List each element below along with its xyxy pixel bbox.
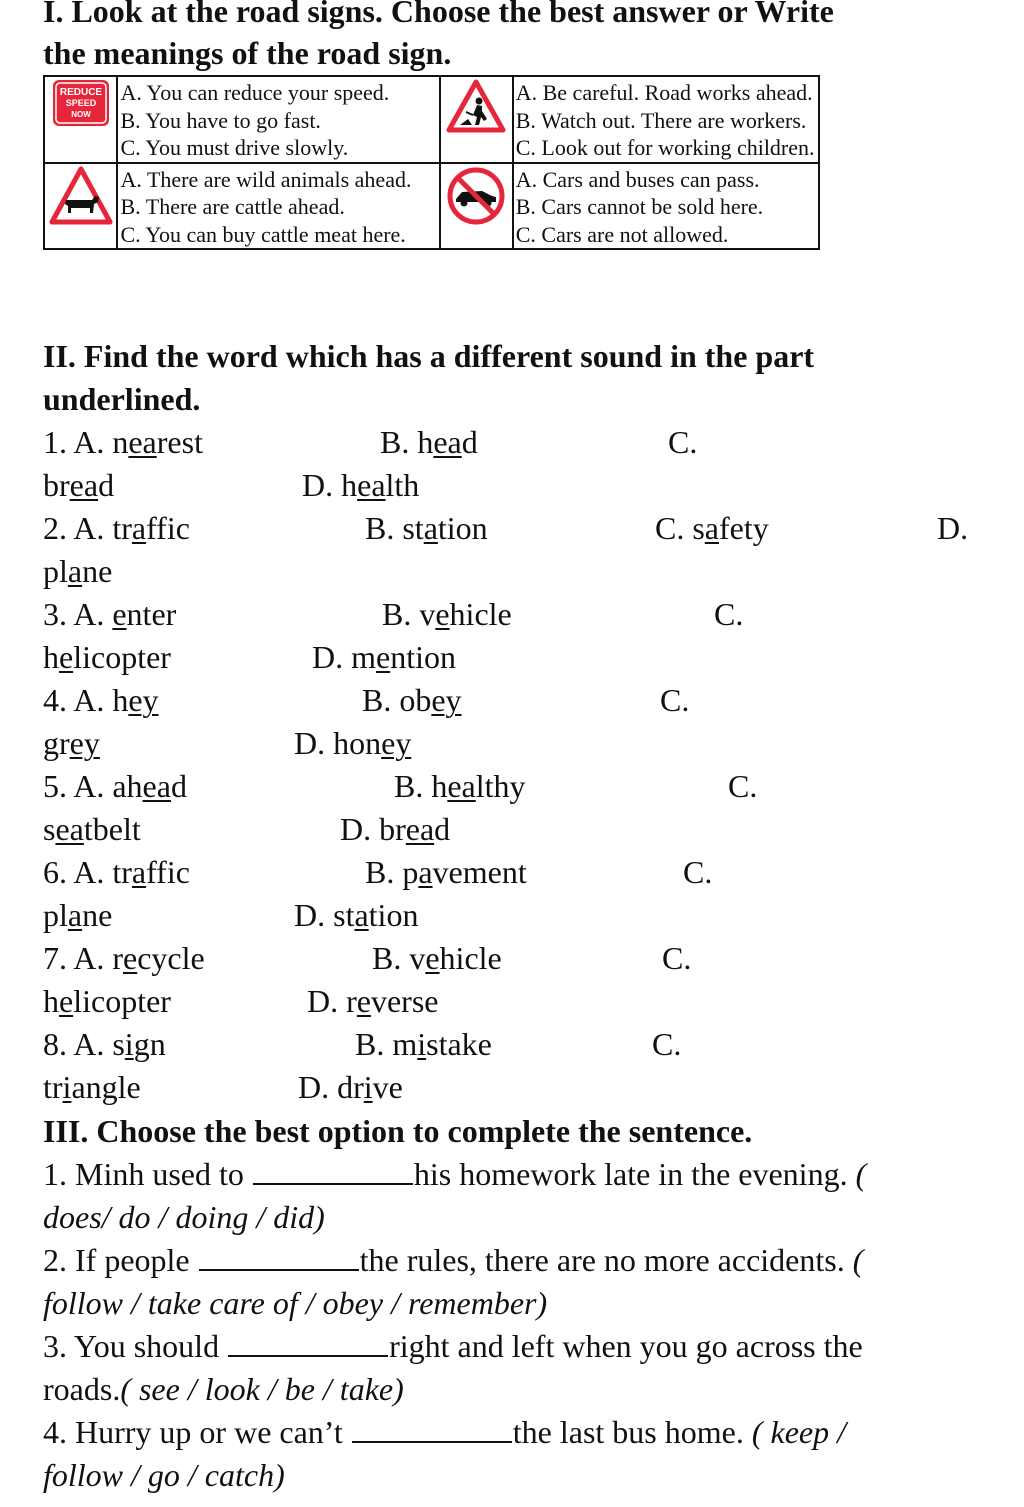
- q8-option-c-label: C.: [652, 1026, 682, 1062]
- q7-option-c: helicopter: [43, 983, 171, 1019]
- sign-text-now: NOW: [70, 110, 91, 119]
- sign-text-speed: SPEED: [65, 98, 96, 108]
- table-row: [44, 76, 819, 163]
- s3-item4-line2: follow / go / catch): [43, 1457, 285, 1493]
- option-c: C. You can buy cattle meat here.: [120, 221, 406, 247]
- s3-item4-line1: 4. Hurry up or we can’t the last bus home. ( keep /: [43, 1414, 846, 1450]
- q5-option-b: B. healthy: [394, 768, 526, 804]
- q4-option-a: 4. A. hey: [43, 682, 159, 718]
- q3-option-c-label: C.: [714, 596, 744, 632]
- q1-option-c: bread: [43, 467, 115, 503]
- answer-blank[interactable]: [228, 1331, 388, 1357]
- q2-option-a: 2. A. traffic: [43, 510, 190, 546]
- q6-option-a: 6. A. traffic: [43, 854, 190, 890]
- q6-option-c: plane: [43, 897, 113, 933]
- sign-cell: [440, 76, 513, 163]
- sign-cell: [44, 163, 117, 250]
- q3-option-b: B. vehicle: [382, 596, 512, 632]
- option-b: B. There are cattle ahead.: [120, 194, 345, 219]
- q1-option-d: D. health: [302, 467, 420, 503]
- q3-option-a: 3. A. enter: [43, 596, 177, 632]
- q7-option-c-label: C.: [662, 940, 692, 976]
- q6-option-b: B. pavement: [365, 854, 527, 890]
- option-b: B. Cars cannot be sold here.: [515, 194, 764, 219]
- q8-option-a: 8. A. sign: [43, 1026, 166, 1062]
- q5-option-a: 5. A. ahead: [43, 768, 187, 804]
- option-c: C. Cars are not allowed.: [515, 221, 729, 247]
- q7-option-d: D. reverse: [307, 983, 439, 1019]
- answer-blank[interactable]: [352, 1417, 512, 1443]
- option-b: B. You have to go fast.: [120, 107, 321, 133]
- q4-option-b: B. obey: [362, 682, 462, 718]
- option-c: C. You must drive slowly.: [120, 135, 349, 160]
- q3-option-d: D. mention: [312, 639, 456, 675]
- answer-blank[interactable]: [199, 1245, 359, 1271]
- sign-options: [117, 76, 439, 163]
- q5-option-c: seatbelt: [43, 811, 141, 847]
- s3-item3-line1: 3. You should right and left when you go across the: [43, 1328, 863, 1364]
- q1-option-c-label: C.: [668, 424, 698, 460]
- section2-title-line1: II. Find the word which has a different sound in the part: [43, 338, 815, 374]
- q2-option-c: C. safety: [655, 510, 769, 546]
- option-a: A. You can reduce your speed.: [120, 80, 390, 105]
- sign-options: [117, 163, 439, 250]
- option-c: C. Look out for working children.: [515, 135, 815, 160]
- q6-option-d: D. station: [294, 897, 419, 933]
- cattle-sign-icon: [49, 166, 113, 226]
- q3-option-c: helicopter: [43, 639, 171, 675]
- q5-option-d: D. bread: [340, 811, 451, 847]
- q6-option-c-label: C.: [683, 854, 713, 890]
- answer-blank[interactable]: [253, 1159, 413, 1185]
- q1-option-b: B. head: [380, 424, 478, 460]
- q8-option-b: B. mistake: [355, 1026, 492, 1062]
- sign-text-reduce: REDUCE: [59, 87, 102, 98]
- s3-item1-line2: does/ do / doing / did): [43, 1199, 325, 1235]
- s3-item2-line2: follow / take care of / obey / remember): [43, 1285, 548, 1321]
- option-a: A. Cars and buses can pass.: [515, 166, 760, 192]
- road-works-sign-icon: [446, 79, 506, 133]
- reduce-speed-sign-icon: [52, 79, 110, 127]
- section1-title-line2: the meanings of the road sign.: [43, 35, 452, 71]
- section1-title-line1: I. Look at the road signs. Choose the best answer or Write: [43, 0, 834, 29]
- q7-option-b: B. vehicle: [372, 940, 502, 976]
- q2-option-d-label: D.: [937, 510, 969, 546]
- table-row: [44, 163, 819, 250]
- option-a: A. Be careful. Road works ahead.: [515, 80, 813, 105]
- sign-cell: [44, 76, 117, 163]
- q4-option-c-label: C.: [660, 682, 690, 718]
- q5-option-c-label: C.: [728, 768, 758, 804]
- q1-option-a: 1. A. nearest: [43, 424, 203, 460]
- q2-option-b: B. station: [365, 510, 488, 546]
- q4-option-c: grey: [43, 725, 100, 761]
- q7-option-a: 7. A. recycle: [43, 940, 205, 976]
- q8-option-d: D. drive: [298, 1069, 403, 1105]
- road-sign-table: [43, 75, 820, 250]
- q4-option-d: D. honey: [294, 725, 412, 761]
- s3-item1-line1: 1. Minh used to his homework late in the evening. (: [43, 1156, 867, 1192]
- option-b: B. Watch out. There are workers.: [515, 107, 807, 133]
- section3-title: III. Choose the best option to complete the sentence.: [43, 1113, 753, 1149]
- s3-item2-line1: 2. If people the rules, there are no more accidents. (: [43, 1242, 864, 1278]
- sign-options: [513, 76, 819, 163]
- section2-title-line2: underlined.: [43, 381, 201, 417]
- q2-option-d: plane: [43, 553, 113, 589]
- no-cars-sign-icon: [446, 166, 506, 226]
- option-a: A. There are wild animals ahead.: [120, 166, 412, 192]
- s3-item3-line2: roads.( see / look / be / take): [43, 1371, 404, 1407]
- q8-option-c: triangle: [43, 1069, 141, 1105]
- sign-options: [513, 163, 819, 250]
- sign-cell: [440, 163, 513, 250]
